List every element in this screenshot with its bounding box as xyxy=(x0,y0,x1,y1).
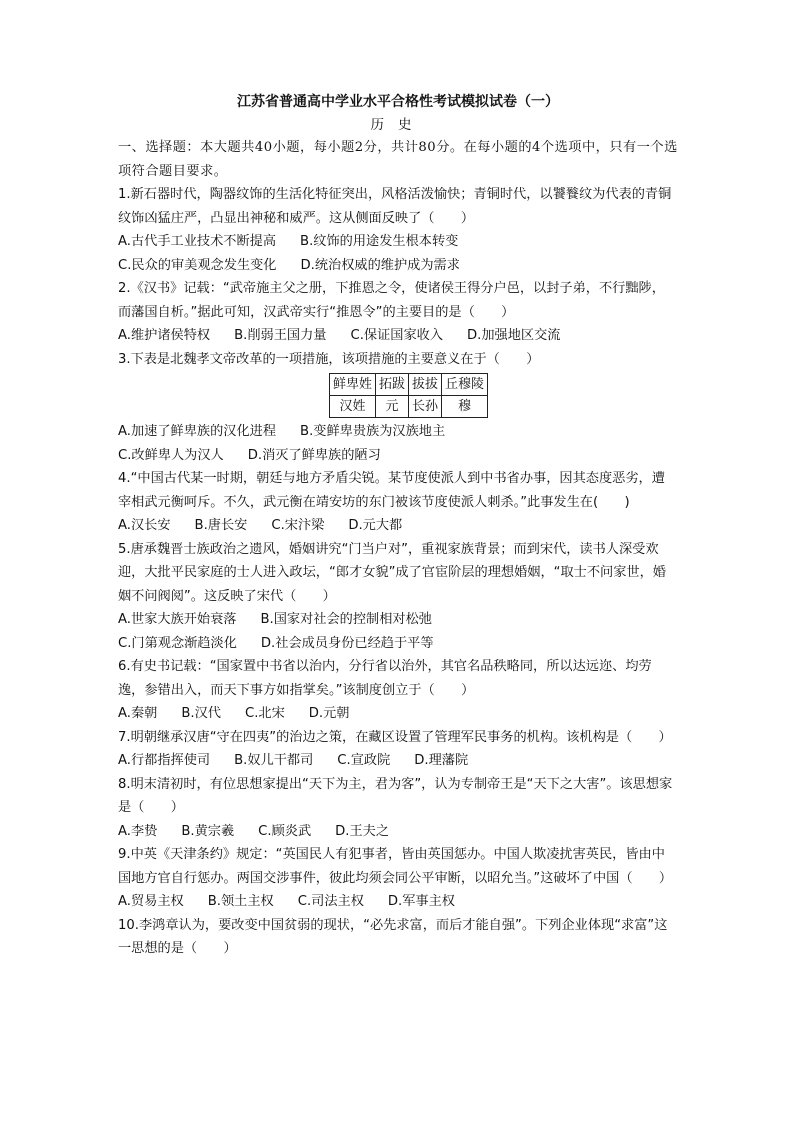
option-d: D.元大都 xyxy=(348,518,403,533)
exam-page xyxy=(118,90,678,961)
question-stem: 1.新石器时代，陶器纹饰的生活化特征突出，风格活泼愉快；青铜时代，以饕餮纹为代表的青铜纹饰凶猛庄严，凸显出神秘和威严。这从侧面反映了（ ） xyxy=(118,187,672,226)
option-d: D.加强地区交流 xyxy=(467,328,561,343)
option-d: D.理藩院 xyxy=(414,753,469,768)
table-cell: 元 xyxy=(376,396,409,418)
option-b: B.削弱王国力量 xyxy=(234,328,327,343)
option-a: A.行都指挥使司 xyxy=(118,753,211,768)
option-d: D.王夫之 xyxy=(335,823,390,839)
option-c: C.北宋 xyxy=(244,706,285,721)
option-c: C.民众的审美观念发生变化 xyxy=(118,257,277,273)
options-row xyxy=(118,254,678,278)
question-8 xyxy=(118,773,678,844)
option-b: B.领土主权 xyxy=(207,894,274,909)
question-stem: 6.有史书记载：“国家置中书省以治内，分行省以治外，其官名品秩略同，所以达远迩、均劳逸，参错出入，而天下事方如指掌矣。”该制度创立于（ ） xyxy=(118,659,652,698)
subject-heading: 历史 xyxy=(370,117,426,133)
options-row xyxy=(118,820,678,844)
option-d: D.军事主权 xyxy=(387,894,455,909)
question-10 xyxy=(118,914,678,961)
option-a: A.贸易主权 xyxy=(118,894,184,909)
table-row xyxy=(330,374,488,396)
question-4 xyxy=(118,467,678,538)
option-b: B.汉代 xyxy=(181,706,221,721)
option-c: C.保证国家收入 xyxy=(350,328,444,343)
question-stem: 5.唐承魏晋士族政治之遗风，婚姻讲究“门当户对”，重视家族背景；而到宋代，读书人深受欢迎，大批平民家庭的士人进入政坛，“郎才女貌”成了官宦阶层的理想婚姻，“取士不问家世，婚姻不问阀阅”。这反映了宋代（ ） xyxy=(118,541,666,604)
question-stem: 4.“中国古代某一时期，朝廷与地方矛盾尖锐。某节度使派人到中书省办事，因其态度恶劣，遭宰相武元衡呵斥。不久，武元衡在靖安坊的东门被该节度使派人刺杀。”此事发生在( ) xyxy=(118,471,665,510)
options-row xyxy=(118,702,678,726)
option-b: B.奴儿干都司 xyxy=(234,753,314,768)
exam-title: 江苏省普通高中学业水平合格性考试模拟试卷（一） xyxy=(237,94,559,110)
option-b: B.唐长安 xyxy=(194,518,248,533)
table-cell: 拔拔 xyxy=(409,374,442,396)
option-b: B.纹饰的用途发生根本转变 xyxy=(300,234,459,249)
option-b: B.国家对社会的控制相对松弛 xyxy=(260,612,432,627)
question-stem: 7.明朝继承汉唐“守在四夷”的治边之策，在藏区设置了管理军民事务的机构。该机构是（ ） xyxy=(118,729,672,745)
option-b: B.变鲜卑贵族为汉族地主 xyxy=(300,424,446,439)
option-a: A.汉长安 xyxy=(118,518,171,533)
option-c: C.顾炎武 xyxy=(258,823,312,839)
options-row xyxy=(118,749,678,773)
table-cell: 拓跋 xyxy=(376,374,409,396)
option-c: C.改鲜卑人为汉人 xyxy=(118,447,224,463)
question-5 xyxy=(118,538,678,656)
option-b: B.黄宗羲 xyxy=(181,823,235,839)
option-d: D.元朝 xyxy=(308,706,350,721)
options-row xyxy=(118,444,678,468)
table-row xyxy=(330,396,488,418)
table-cell: 穆 xyxy=(442,396,488,418)
question-stem: 8.明末清初时，有位思想家提出“天下为主，君为客”，认为专制帝王是“天下之大害”。该思想家是（ ） xyxy=(118,776,673,815)
question-stem: 10.李鸿章认为，要改变中国贫弱的现状，“必先求富，而后才能自强”。下列企业体现“求富”这一思想的是（ ） xyxy=(118,917,668,956)
table-cell: 长孙 xyxy=(409,396,442,418)
option-d: D.统治权威的维护成为需求 xyxy=(300,257,460,273)
question-1 xyxy=(118,183,678,277)
question-9 xyxy=(118,843,678,914)
options-row xyxy=(118,608,678,632)
option-a: A.维护诸侯特权 xyxy=(118,328,211,343)
question-2 xyxy=(118,277,678,348)
options-row xyxy=(118,632,678,656)
question-stem: 9.中英《天津条约》规定：“英国民人有犯事者，皆由英国惩办。中国人欺凌扰害英民，皆由中国地方官自行惩办。两国交涉事件，彼此均须会同公平审断，以昭允当。”这破坏了中国（ ） xyxy=(118,847,673,886)
question-stem: 2.《汉书》记载：“武帝施主父之册，下推恩之令，使诸侯王得分户邑，以封子弟，不行黜陟，而藩国自析。”据此可知，汉武帝实行“推恩令”的主要目的是（ ） xyxy=(118,281,665,320)
option-a: A.古代手工业技术不断提高 xyxy=(118,234,277,249)
question-stem: 3.下表是北魏孝文帝改革的一项措施，该项措施的主要意义在于（ ） xyxy=(118,351,540,367)
option-c: C.门第观念渐趋淡化 xyxy=(118,635,237,651)
option-d: D.消灭了鲜卑族的陋习 xyxy=(247,447,381,463)
option-a: A.秦朝 xyxy=(118,706,158,721)
section-instructions: 一、选择题：本大题共40小题，每小题2分，共计80分。在每小题的4个选项中，只有一个选项符合题目要求。 xyxy=(118,140,678,179)
option-a: A.李贽 xyxy=(118,823,158,839)
question-6 xyxy=(118,655,678,726)
options-row xyxy=(118,230,678,254)
option-c: C.宋汴梁 xyxy=(271,518,325,533)
table-cell: 鲜卑姓 xyxy=(330,374,376,396)
option-c: C.宣政院 xyxy=(337,753,391,768)
options-row xyxy=(118,324,678,348)
options-row xyxy=(118,890,678,914)
table-cell: 丘穆陵 xyxy=(442,374,488,396)
option-d: D.社会成员身份已经趋于平等 xyxy=(260,635,434,651)
option-a: A.加速了鲜卑族的汉化进程 xyxy=(118,424,277,439)
options-row xyxy=(118,514,678,538)
options-row xyxy=(118,420,678,444)
option-c: C.司法主权 xyxy=(297,894,364,909)
option-a: A.世家大族开始衰落 xyxy=(118,612,237,627)
table-cell: 汉姓 xyxy=(330,396,376,418)
question-3 xyxy=(118,348,678,468)
question-7 xyxy=(118,726,678,773)
surname-reform-table xyxy=(329,373,488,418)
